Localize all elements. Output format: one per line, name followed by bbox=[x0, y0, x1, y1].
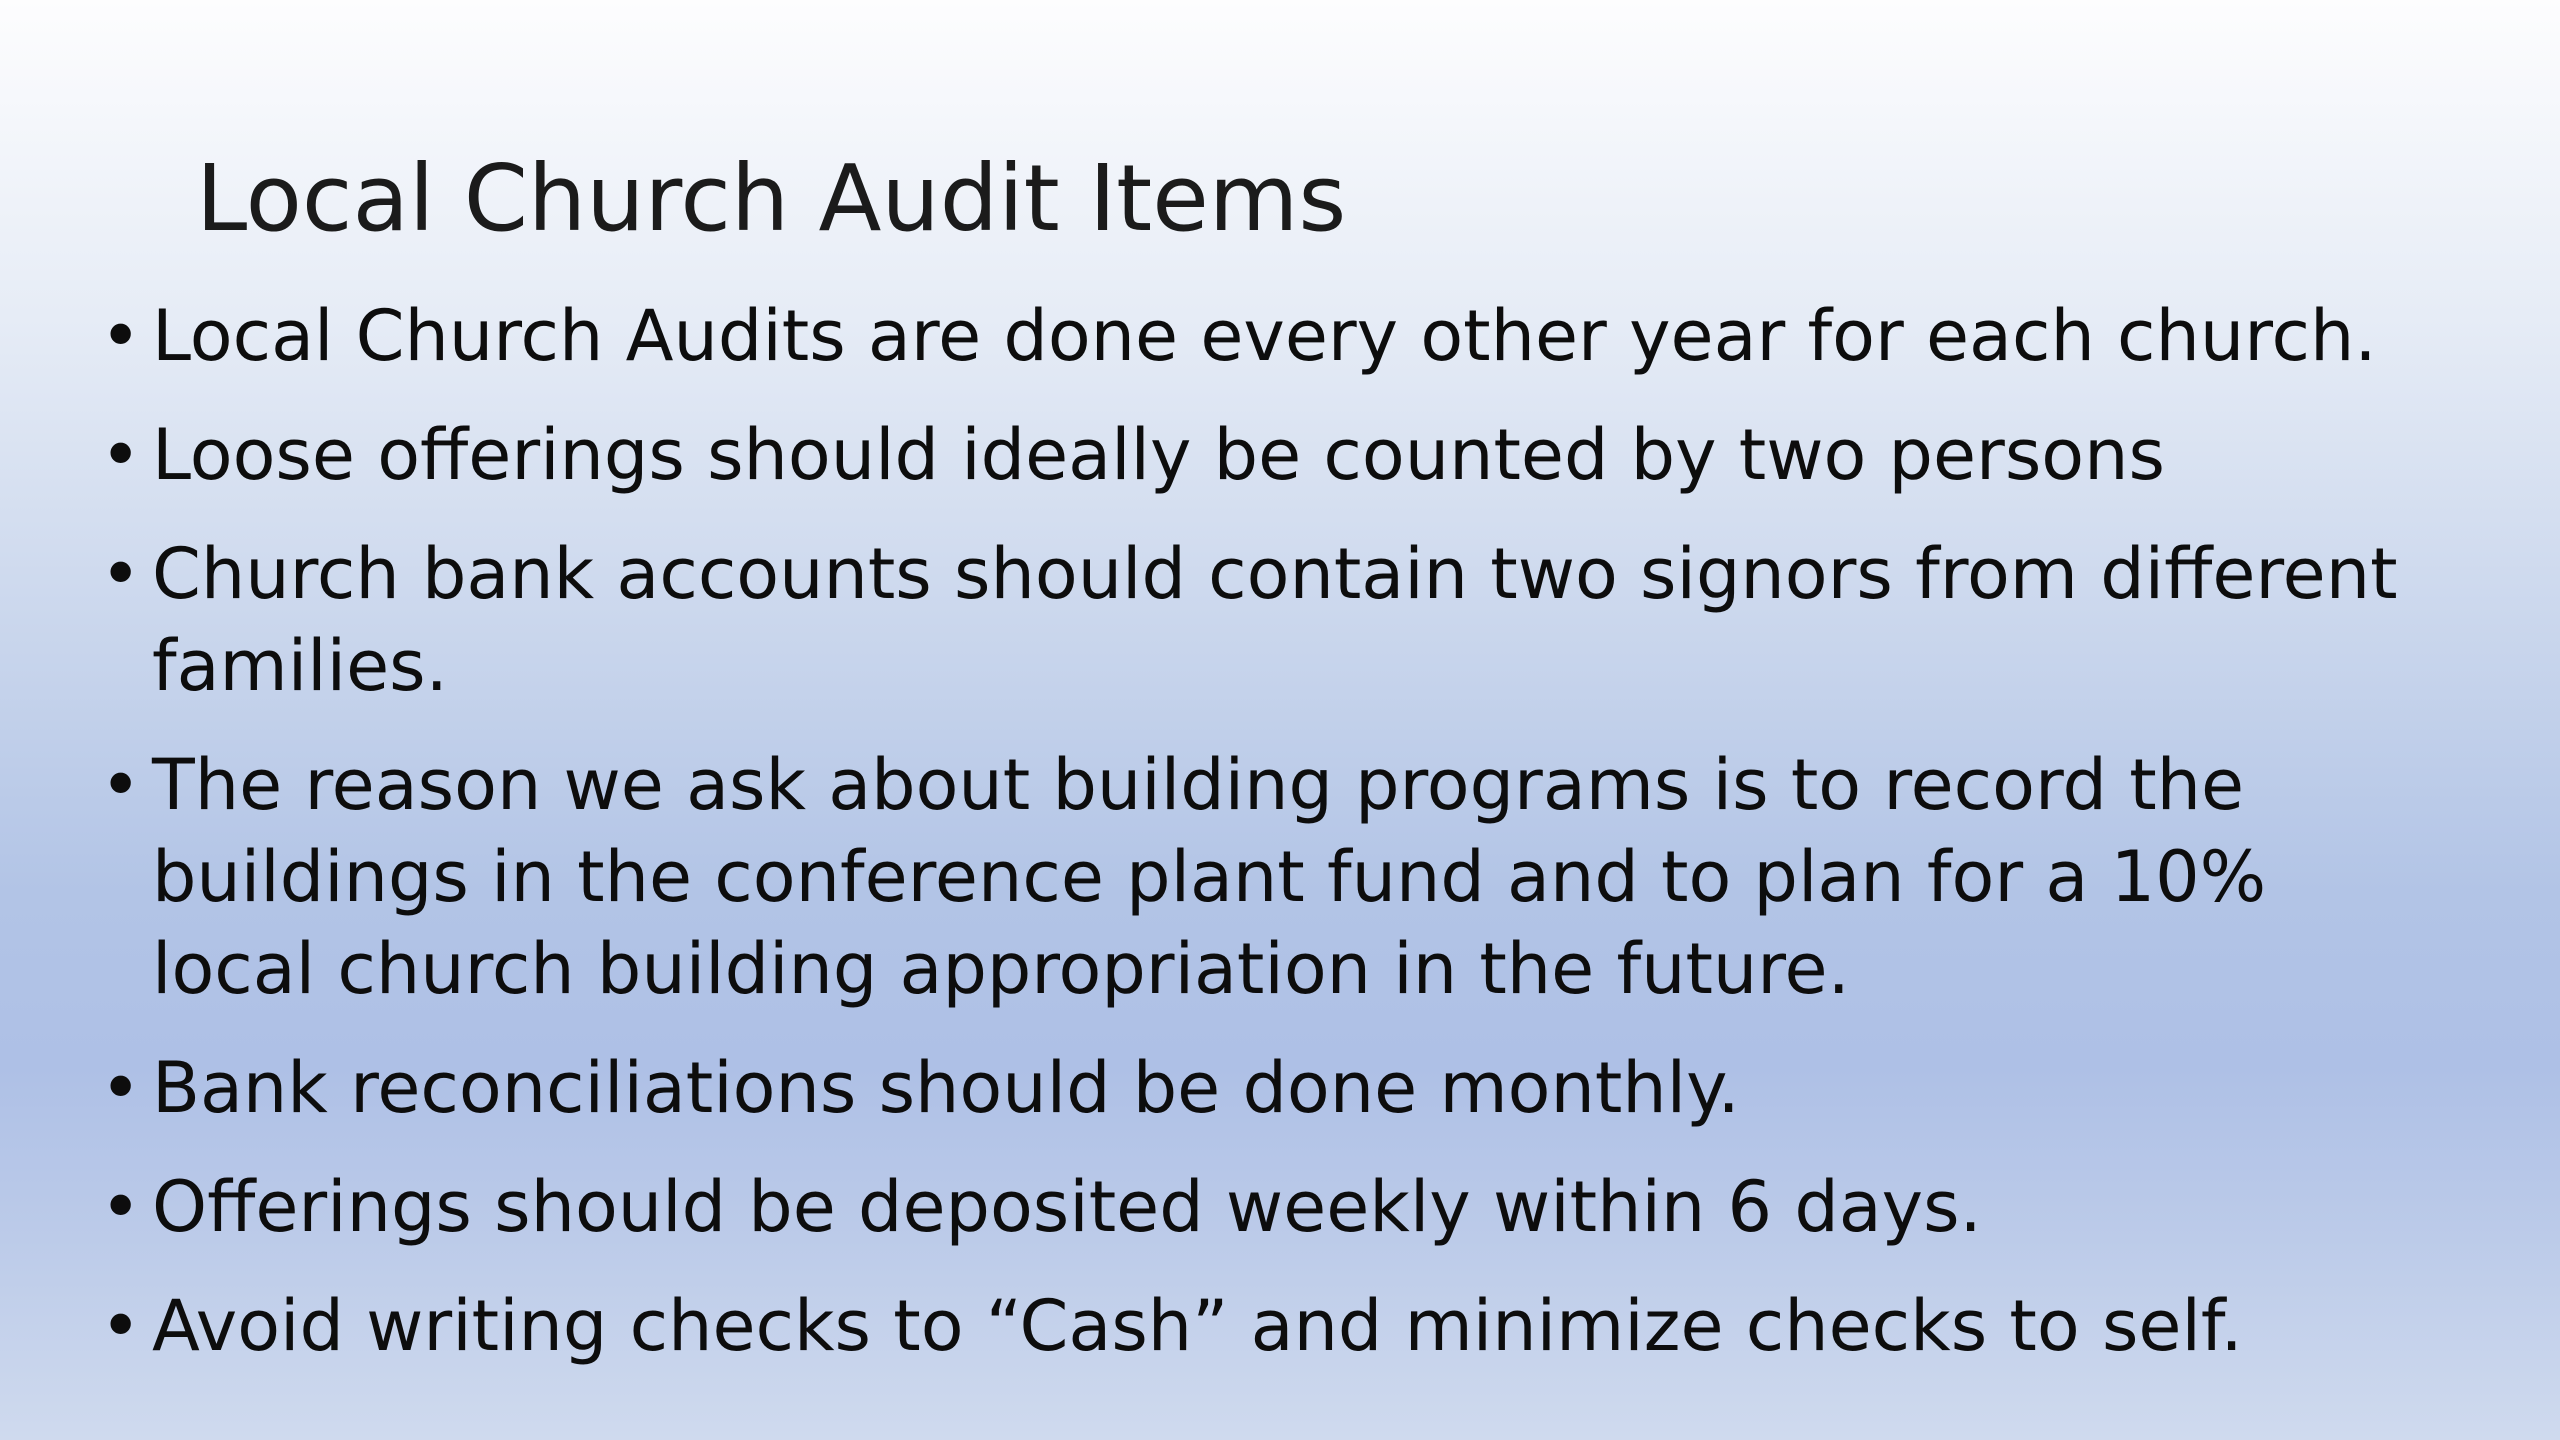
bullet-text: Avoid writing checks to “Cash” and minimize checks to self. bbox=[152, 1285, 2243, 1367]
bullet-dot-icon: • bbox=[100, 1166, 142, 1248]
bullet-item bbox=[100, 1161, 2400, 1253]
bullet-text: Bank reconciliations should be done monthly. bbox=[152, 1047, 1740, 1129]
bullet-text: Local Church Audits are done every other year for each church. bbox=[152, 295, 2377, 377]
bullet-item bbox=[100, 739, 2400, 1015]
bullet-text: Loose offerings should ideally be counted by two persons bbox=[152, 414, 2165, 496]
slide-title: Local Church Audit Items bbox=[196, 145, 1347, 252]
bullet-dot-icon: • bbox=[100, 744, 142, 826]
bullet-item bbox=[100, 1042, 2400, 1134]
bullet-item bbox=[100, 409, 2400, 501]
bullet-item bbox=[100, 290, 2400, 382]
bullet-text: The reason we ask about building programs is to record the buildings in the conference plant fund and to plan for a 10% local church building appropriation in the future. bbox=[152, 744, 2267, 1010]
bullet-dot-icon: • bbox=[100, 1285, 142, 1367]
bullet-text: Offerings should be deposited weekly within 6 days. bbox=[152, 1166, 1982, 1248]
bullet-item bbox=[100, 1280, 2400, 1372]
bullet-dot-icon: • bbox=[100, 1047, 142, 1129]
bullet-dot-icon: • bbox=[100, 533, 142, 615]
bullet-item bbox=[100, 528, 2400, 712]
bullet-list bbox=[100, 290, 2400, 1399]
bullet-dot-icon: • bbox=[100, 414, 142, 496]
bullet-text: Church bank accounts should contain two signors from different families. bbox=[152, 533, 2398, 707]
bullet-dot-icon: • bbox=[100, 295, 142, 377]
